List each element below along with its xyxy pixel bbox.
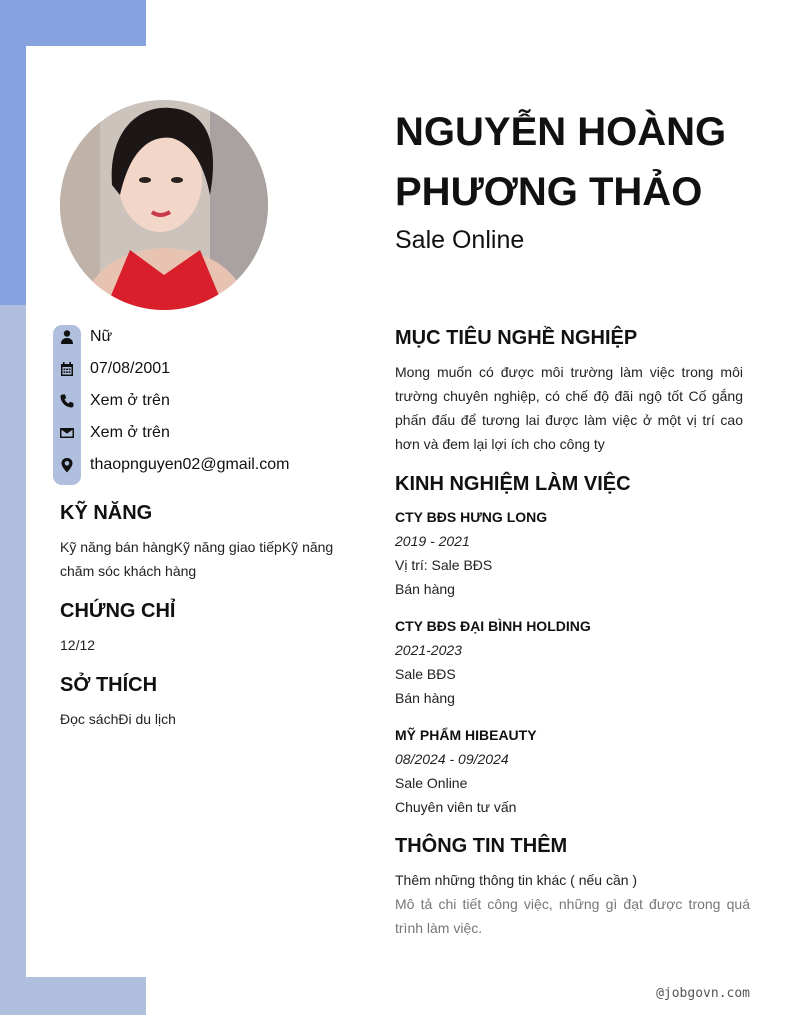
experience-role: Sale Online — [395, 775, 468, 791]
profile-photo — [60, 100, 268, 310]
skills-text: Kỹ năng bán hàngKỹ năng giao tiếpKỹ năng chăm sóc khách hàng — [60, 539, 334, 579]
hobbies-text: Đọc sáchĐi du lịch — [60, 711, 176, 727]
name-line-1: NGUYỄN HOÀNG — [395, 110, 727, 154]
contact-address — [53, 449, 289, 481]
experience-desc: Bán hàng — [395, 581, 455, 597]
watermark: @jobgovn.com — [656, 986, 750, 1001]
experience-desc: Bán hàng — [395, 690, 455, 706]
certificates-heading: CHỨNG CHỈ — [60, 600, 176, 622]
calendar-icon — [53, 361, 81, 377]
location-pin-icon — [53, 457, 81, 473]
experience-role: Vị trí: Sale BĐS — [395, 557, 493, 573]
certificates-text: 12/12 — [60, 637, 96, 653]
experience-item — [395, 723, 745, 819]
contact-phone — [53, 385, 170, 417]
mail-icon — [53, 425, 81, 441]
experience-item — [395, 505, 745, 601]
person-icon — [53, 329, 81, 345]
experience-period: 08/2024 - 09/2024 — [395, 751, 509, 767]
name-line-2: PHƯƠNG THẢO — [395, 170, 703, 214]
experience-heading: KINH NGHIỆM LÀM VIỆC — [395, 473, 631, 495]
birthdate-text: 07/08/2001 — [90, 360, 171, 377]
contact-gender — [53, 321, 112, 353]
address-text: thaopnguyen02@gmail.com — [90, 456, 290, 473]
additional-title: Thêm những thông tin khác ( nếu cần ) — [395, 872, 638, 888]
experience-period: 2021-2023 — [395, 642, 462, 658]
experience-company: MỸ PHẨM HIBEAUTY — [395, 727, 537, 743]
hobbies-heading: SỞ THÍCH — [60, 674, 158, 696]
experience-company: CTY BĐS HƯNG LONG — [395, 509, 548, 525]
candidate-name — [395, 102, 775, 222]
skills-heading: KỸ NĂNG — [60, 502, 153, 524]
phone-icon — [53, 393, 81, 409]
phone-text: Xem ở trên — [90, 392, 170, 409]
additional-desc: Mô tả chi tiết công việc, những gì đạt được trong quá trình làm việc. — [395, 896, 750, 936]
gender-text: Nữ — [90, 328, 113, 345]
job-title: Sale Online — [395, 226, 525, 254]
experience-role: Sale BĐS — [395, 666, 456, 682]
experience-period: 2019 - 2021 — [395, 533, 470, 549]
experience-company: CTY BĐS ĐẠI BÌNH HOLDING — [395, 618, 591, 634]
experience-item — [395, 614, 745, 710]
additional-heading: THÔNG TIN THÊM — [395, 835, 568, 857]
experience-desc: Chuyên viên tư vấn — [395, 799, 517, 815]
contact-email — [53, 417, 170, 449]
contact-birthdate — [53, 353, 170, 385]
objective-heading: MỤC TIÊU NGHỀ NGHIỆP — [395, 327, 638, 349]
email-text: Xem ở trên — [90, 424, 170, 441]
objective-text: Mong muốn có được môi trường làm việc trong môi trường chuyên nghiệp, có chế độ đãi ngộ tốt Cố gắng phấn đấu để tương lai được làm việc ở một vị trí cao hơn và đem lại lợi ích cho công ty — [395, 364, 743, 452]
